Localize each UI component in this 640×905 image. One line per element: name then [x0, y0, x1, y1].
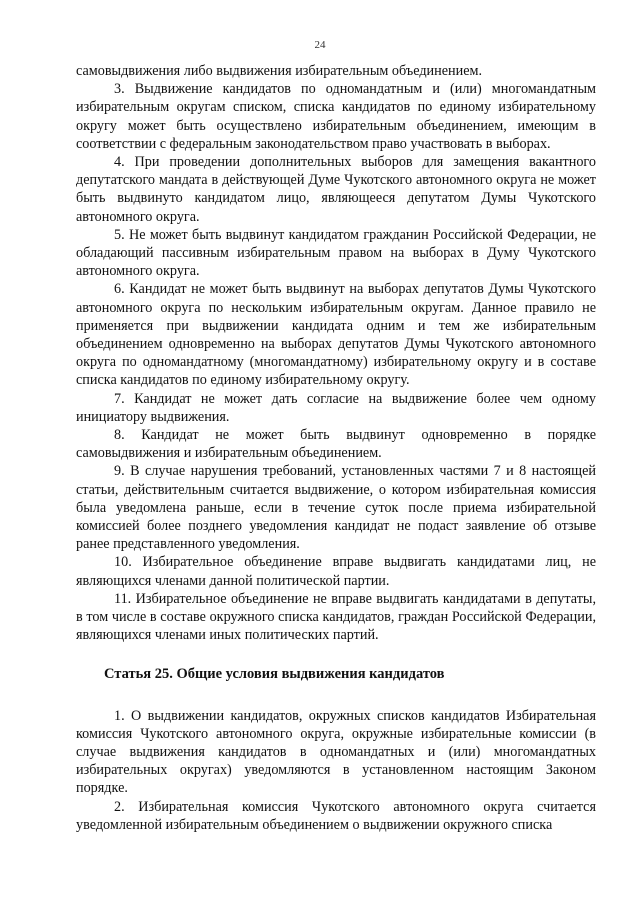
paragraph-item-11: 11. Избирательное объединение не вправе выдвигать кандидатами в депутаты, в том числе в составе окружного списка кандидатов, граждан Российской Федерации, являющихся членами иных политических партий. — [76, 590, 596, 644]
paragraph-item-7: 7. Кандидат не может дать согласие на выдвижение более чем одному инициатору выдвижения. — [76, 390, 596, 425]
paragraph-item-9: 9. В случае нарушения требований, установленных частями 7 и 8 настоящей статьи, действительным считается выдвижение, о котором избирательная комиссия была уведомлена раньше, если в течение суток после приема избирательной комиссией более позднего уведомления кандидат не подаст заявление об отзыве ранее представленного уведомления. — [76, 463, 596, 553]
document-body — [76, 62, 596, 834]
article-paragraph-1: 1. О выдвижении кандидатов, окружных списков кандидатов Избирательная комиссия Чукотского автономного округа, окружные избирательные комиссии (в случае выдвижения кандидатов в одномандатных и (или) многомандатных избирательных округах) уведомляются в установленном настоящим Законом порядке. — [76, 707, 596, 797]
page-number: 24 — [314, 39, 326, 51]
paragraph-item-10: 10. Избирательное объединение вправе выдвигать кандидатами лиц, не являющихся членами данной политической партии. — [76, 554, 596, 589]
paragraph-item-3: 3. Выдвижение кандидатов по одномандатным и (или) многомандатным избирательным округам списком, списка кандидатов по единому избирательному округу может быть осуществлено избирательным объединением, имеющим в соответствии с федеральным законодательством право участвовать в выборах. — [76, 81, 596, 152]
paragraph-continuation: самовыдвижения либо выдвижения избирательным объединением. — [76, 63, 483, 79]
article-heading: Статья 25. Общие условия выдвижения кандидатов — [104, 665, 445, 682]
paragraph-item-8: 8. Кандидат не может быть выдвинут одновременно в порядке самовыдвижения и избирательным объединением. — [76, 427, 596, 462]
paragraph-item-5: 5. Не может быть выдвинут кандидатом гражданин Российской Федерации, не обладающий пассивным избирательным правом на выборах в Думу Чукотского автономного округа. — [76, 226, 596, 280]
paragraph-item-4: 4. При проведении дополнительных выборов для замещения вакантного депутатского мандата в действующей Думе Чукотского автономного округа не может быть выдвинуто кандидатом лицо, являющееся депутатом Думы Чукотского автономного округа. — [76, 154, 596, 225]
article-paragraph-2: 2. Избирательная комиссия Чукотского автономного округа считается уведомленной избирательным объединением о выдвижении окружного списка — [76, 798, 596, 833]
paragraph-item-6: 6. Кандидат не может быть выдвинут на выборах депутатов Думы Чукотского автономного округа по нескольким избирательным округам. Данное правило не применяется при выдвижении кандидата одним и тем же избирательным объединением одновременно на выборах депутатов Думы Чукотского автономного округа по одномандатному (многомандатному) избирательному округу и в составе списка кандидатов по единому избирательному округу. — [76, 281, 596, 389]
